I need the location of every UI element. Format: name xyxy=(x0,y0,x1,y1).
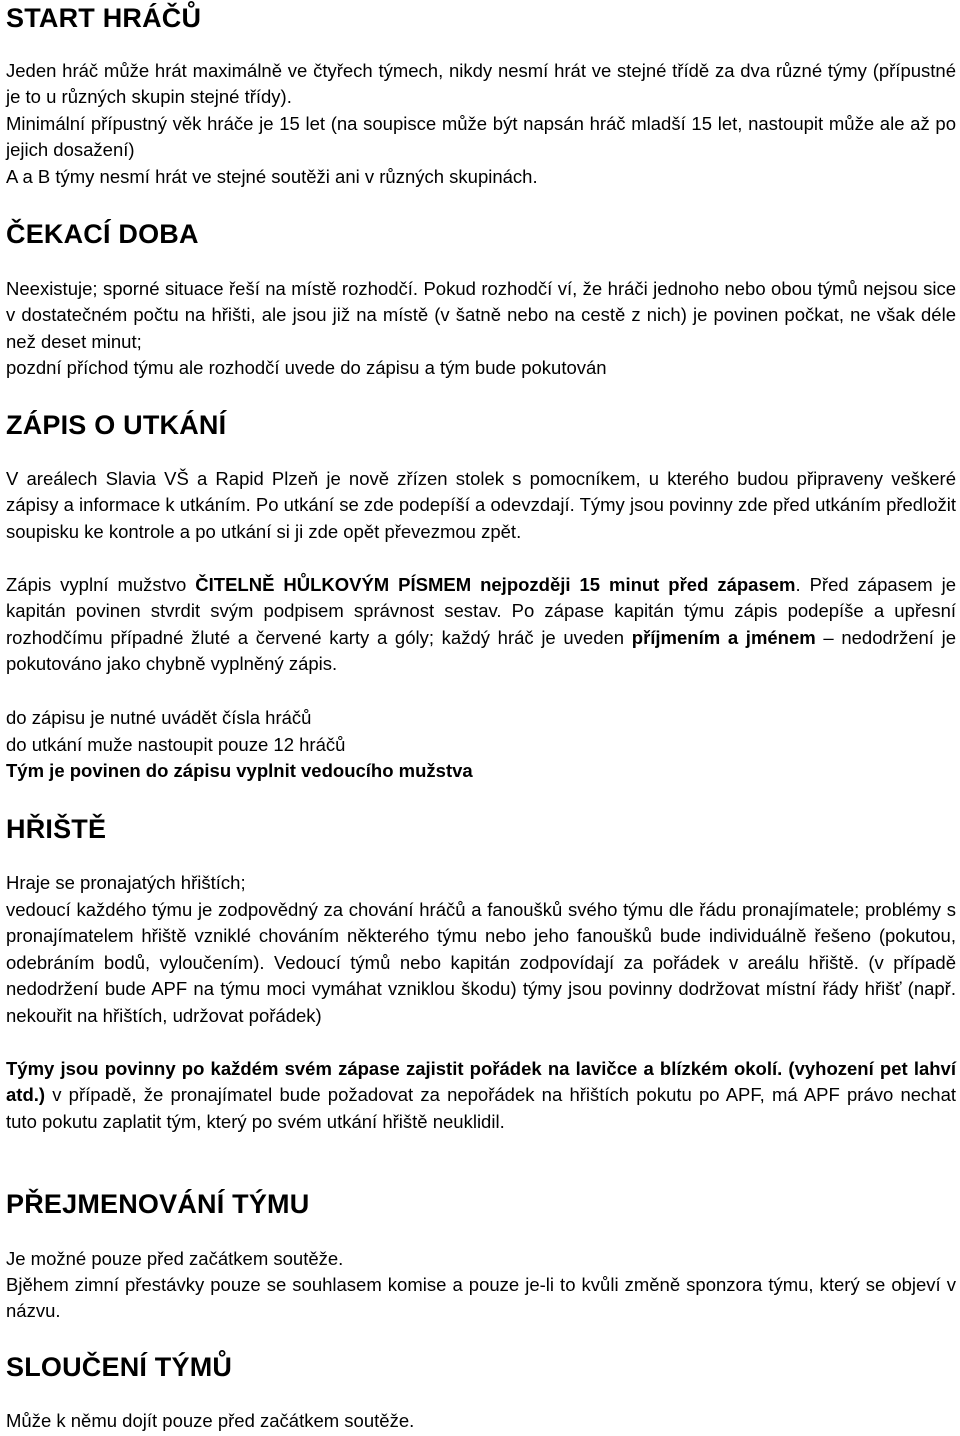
section-heading-start: START HRÁČŮ xyxy=(6,3,202,33)
zapis-p2-text-c: . Před zápasem je kapitán povinen stvrdit svým podpisem správnost sestav. Po zápase kapitán týmu zápis podepíše a upřesní rozhodčímu případné žluté a červené karty a góly; každý hráč je uveden xyxy=(6,574,956,648)
section-heading-prejmenovani: PŘEJMENOVÁNÍ TÝMU xyxy=(6,1189,310,1219)
start-paragraph-2: Minimální přípustný věk hráče je 15 let (na soupisce může být napsán hráč mladší 15 let, nastoupit může ale až po jejich dosažení) xyxy=(6,113,956,161)
zapis-p2-bold-name: příjmením a jménem xyxy=(631,626,816,648)
prejmenovani-paragraph-1: Je možné pouze před začátkem soutěže. xyxy=(6,1248,344,1269)
zapis-paragraph-2 xyxy=(6,572,956,678)
section-heading-slouceni: SLOUČENÍ TÝMŮ xyxy=(6,1352,233,1382)
start-paragraph-3: A a B týmy nesmí hrát ve stejné soutěži ani v různých skupinách. xyxy=(6,166,538,187)
zapis-p2-text-a: Zápis vyplní mužstvo xyxy=(6,574,196,595)
zapis-paragraph-1: V areálech Slavia VŠ a Rapid Plzeň je nově zřízen stolek s pomocníkem, u kterého budou připraveny veškeré zápisy a informace k utkáním. Po utkání se zde podepíší a odevzdají. Týmy jsou povinny zde před utkáním předložit soupisku ke kontrole a po utkání si ji zde opět převezmou zpět. xyxy=(6,468,956,542)
section-heading-cekaci: ČEKACÍ DOBA xyxy=(6,219,199,249)
zapis-p2-bold-deadline: ČITELNĚ HŮLKOVÝM PÍSMEM nejpozději 15 minut před zápasem xyxy=(195,574,796,595)
zapis-paragraph-4: do utkání muže nastoupit pouze 12 hráčů xyxy=(6,734,346,755)
hriste-paragraph-1: Hraje se pronajatých hřištích; xyxy=(6,872,246,893)
section-heading-zapis: ZÁPIS O UTKÁNÍ xyxy=(6,410,227,440)
start-paragraph-1: Jeden hráč může hrát maximálně ve čtyřech týmech, nikdy nesmí hrát ve stejné třídě za dva různé týmy (přípustné je to u různých skupin stejné třídy). xyxy=(6,60,956,108)
hriste-paragraph-2: vedoucí každého týmu je zodpovědný za chování hráčů a fanoušků svého týmu dle řádu pronajímatele; problémy s pronajímatelem hřiště vzniklé chováním některého týmu nebo jeho fanoušků bude individuálně řešeno (pokutou, odebráním bodů, vyloučením). Vedoucí týmů nebo kapitán zodpovídají za pořádek v areálu hřiště. (v případě nedodržení bude APF na týmu moci vymáhat vzniklou škodu) týmy jsou povinny dodržovat místní řády hřišť (např. nekouřit na hřištích, udržovat pořádek) xyxy=(6,899,956,1026)
hriste-p3-bold: Týmy jsou povinny po každém svém zápase zajistit pořádek na lavičce a blízkém okolí. (vyhození pet lahví atd.) xyxy=(6,1058,956,1106)
hriste-p3-rest: v případě, že pronajímatel bude požadovat za nepořádek na hřištích pokutu po APF, má APF právo nechat tuto pokutu zaplatit tým, který po svém utkání hřiště neuklidil. xyxy=(6,1084,956,1132)
slouceni-paragraph-1: Může k němu dojít pouze před začátkem soutěže. xyxy=(6,1410,415,1431)
prejmenovani-paragraph-2: Bjěhem zimní přestávky pouze se souhlasem komise a pouze je-li to kvůli změně sponzora týmu, který se objeví v názvu. xyxy=(6,1274,956,1322)
zapis-paragraph-5: Tým je povinen do zápisu vyplnit vedoucího mužstva xyxy=(6,760,473,781)
zapis-p2-text-e: – nedodržení je pokutováno jako chybně vyplněný zápis. xyxy=(6,626,956,675)
hriste-paragraph-3 xyxy=(6,1056,956,1135)
section-heading-hriste: HŘIŠTĚ xyxy=(6,814,107,844)
cekaci-paragraph-2: pozdní příchod týmu ale rozhodčí uvede do zápisu a tým bude pokutován xyxy=(6,357,607,378)
cekaci-paragraph-1: Neexistuje; sporné situace řeší na místě rozhodčí. Pokud rozhodčí ví, že hráči jednoho nebo obou týmů nejsou sice v dostatečném počtu na hřišti, ale jsou již na místě (v šatně nebo na cestě z nich) je povinen počkat, ne však déle než deset minut; xyxy=(6,278,956,352)
zapis-paragraph-3: do zápisu je nutné uvádět čísla hráčů xyxy=(6,707,312,728)
